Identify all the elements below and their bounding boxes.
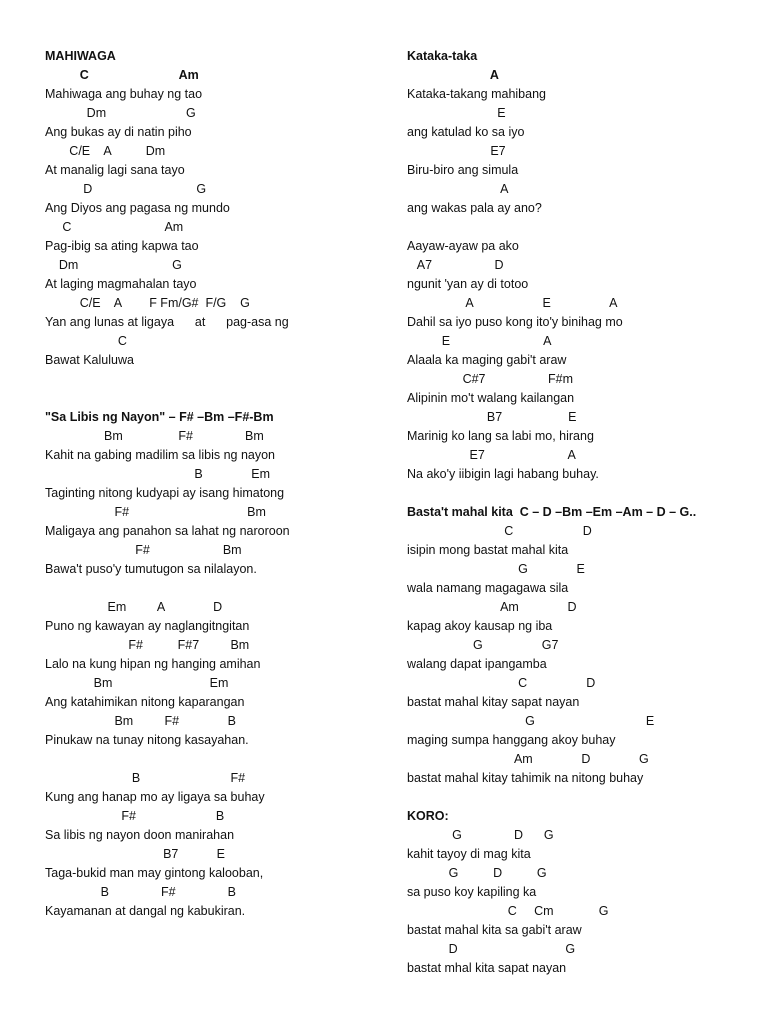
lyric-line: Alipinin mo't walang kailangan: [407, 391, 575, 405]
lyric-line: ang katulad ko sa iyo: [407, 125, 525, 139]
lyric-line: At laging magmahalan tayo: [45, 277, 197, 291]
lyric-line: Yan ang lunas at ligaya at pag-asa ng: [45, 315, 289, 329]
lyric-line: Taga-bukid man may gintong kalooban,: [45, 866, 264, 880]
lyric-line: Kataka-taka: [407, 49, 478, 63]
lyric-line: Dm G: [45, 258, 182, 272]
lyric-line: F# F#7 Bm: [45, 638, 250, 652]
lyric-line: Biru-biro ang simula: [407, 163, 519, 177]
lyric-line: bastat mahal kitay tahimik na nitong buhay: [407, 771, 644, 785]
lyric-line: B7 E: [407, 410, 577, 424]
lyric-line: KORO:: [407, 809, 449, 823]
blank-line: [45, 579, 395, 598]
lyric-line: A: [407, 182, 509, 196]
blank-line: [45, 389, 395, 408]
lyric-line: G D G: [407, 828, 554, 842]
lyric-line: Mahiwaga ang buhay ng tao: [45, 87, 203, 101]
lyric-line: B F# B: [45, 885, 237, 899]
lyric-line: E7 A: [407, 448, 576, 462]
lyric-line: C Am: [45, 68, 199, 82]
lyric-line: Puno ng kawayan ay naglangitngitan: [45, 619, 250, 633]
lyric-line: B7 E: [45, 847, 225, 861]
lyric-line: Aayaw-ayaw pa ako: [407, 239, 519, 253]
lyric-line: C#7 F#m: [407, 372, 574, 386]
lyric-line: C/E A F Fm/G# F/G G: [45, 296, 250, 310]
lyric-line: D G: [407, 942, 576, 956]
lyric-line: Sa libis ng nayon doon manirahan: [45, 828, 235, 842]
lyric-line: Pinukaw na tunay nitong kasayahan.: [45, 733, 249, 747]
lyric-line: Kahit na gabing madilim sa libis ng nayon: [45, 448, 275, 462]
lyric-line: bastat mhal kita sapat nayan: [407, 961, 567, 975]
lyric-line: Kataka-takang mahibang: [407, 87, 546, 101]
lyric-line: F# Bm: [45, 505, 266, 519]
lyric-line: A: [407, 68, 499, 82]
lyric-line: A E A: [407, 296, 618, 310]
lyric-line: Am D G: [407, 752, 649, 766]
lyric-line: bastat mahal kita sa gabi't araw: [407, 923, 582, 937]
lyric-line: Ang Diyos ang pagasa ng mundo: [45, 201, 230, 215]
blank-line: [407, 218, 757, 237]
lyric-line: sa puso koy kapiling ka: [407, 885, 537, 899]
blank-line: [45, 750, 395, 769]
lyric-line: Bm F# Bm: [45, 429, 264, 443]
blank-line: [45, 370, 395, 389]
lyric-line: C Cm G: [407, 904, 609, 918]
lyric-line: A7 D: [407, 258, 504, 272]
lyric-line: Bm F# B: [45, 714, 237, 728]
lyric-line: ang wakas pala ay ano?: [407, 201, 542, 215]
lyric-line: Kayamanan at dangal ng kabukiran.: [45, 904, 246, 918]
blank-line: [407, 788, 757, 807]
lyric-line: Am D: [407, 600, 577, 614]
lyric-line: C D: [407, 676, 596, 690]
lyric-line: G E: [407, 562, 585, 576]
lyric-line: wala namang magagawa sila: [407, 581, 569, 595]
lyric-line: C D: [407, 524, 592, 538]
lyric-line: Bawat Kaluluwa: [45, 353, 134, 367]
lyric-line: "Sa Libis ng Nayon" – F# –Bm –F#-Bm: [45, 410, 274, 424]
lyric-line: kahit tayoy di mag kita: [407, 847, 531, 861]
lyric-line: Taginting nitong kudyapi ay isang himatong: [45, 486, 285, 500]
right-column: [407, 47, 757, 978]
lyric-line: Pag-ibig sa ating kapwa tao: [45, 239, 199, 253]
lyric-line: B Em: [45, 467, 271, 481]
lyric-line: Maligaya ang panahon sa lahat ng naroroon: [45, 524, 290, 538]
lyric-line: MAHIWAGA: [45, 49, 116, 63]
lyric-line: Bawa't puso'y tumutugon sa nilalayon.: [45, 562, 257, 576]
lyric-line: Dm G: [45, 106, 196, 120]
lyric-line: Kung ang hanap mo ay ligaya sa buhay: [45, 790, 265, 804]
lyric-line: C: [45, 334, 127, 348]
left-column: [45, 47, 395, 921]
lyric-line: Marinig ko lang sa labi mo, hirang: [407, 429, 594, 443]
lyric-line: G E: [407, 714, 655, 728]
lyric-line: F# B: [45, 809, 225, 823]
lyric-line: G D G: [407, 866, 547, 880]
lyric-line: Basta't mahal kita C – D –Bm –Em –Am – D – G..: [407, 505, 697, 519]
lyric-line: Em A D: [45, 600, 223, 614]
lyric-line: C/E A Dm: [45, 144, 166, 158]
lyric-line: E: [407, 106, 506, 120]
lyric-line: Dahil sa iyo puso kong ito'y binihag mo: [407, 315, 623, 329]
lyric-line: Lalo na kung hipan ng hanging amihan: [45, 657, 261, 671]
lyric-line: At manalig lagi sana tayo: [45, 163, 185, 177]
lyric-line: C Am: [45, 220, 184, 234]
lyric-line: walang dapat ipangamba: [407, 657, 547, 671]
lyric-line: kapag akoy kausap ng iba: [407, 619, 553, 633]
lyric-line: isipin mong bastat mahal kita: [407, 543, 569, 557]
lyric-line: Na ako'y iibigin lagi habang buhay.: [407, 467, 599, 481]
lyric-line: bastat mahal kitay sapat nayan: [407, 695, 580, 709]
lyric-line: F# Bm: [45, 543, 242, 557]
lyric-line: B F#: [45, 771, 246, 785]
lyric-line: G G7: [407, 638, 559, 652]
lyric-line: maging sumpa hanggang akoy buhay: [407, 733, 616, 747]
lyric-line: Alaala ka maging gabi't araw: [407, 353, 567, 367]
lyric-line: E7: [407, 144, 506, 158]
lyric-line: Ang katahimikan nitong kaparangan: [45, 695, 245, 709]
lyric-line: ngunit 'yan ay di totoo: [407, 277, 529, 291]
lyric-line: D G: [45, 182, 207, 196]
lyric-line: Ang bukas ay di natin piho: [45, 125, 192, 139]
blank-line: [407, 484, 757, 503]
lyric-line: E A: [407, 334, 552, 348]
lyric-line: Bm Em: [45, 676, 229, 690]
